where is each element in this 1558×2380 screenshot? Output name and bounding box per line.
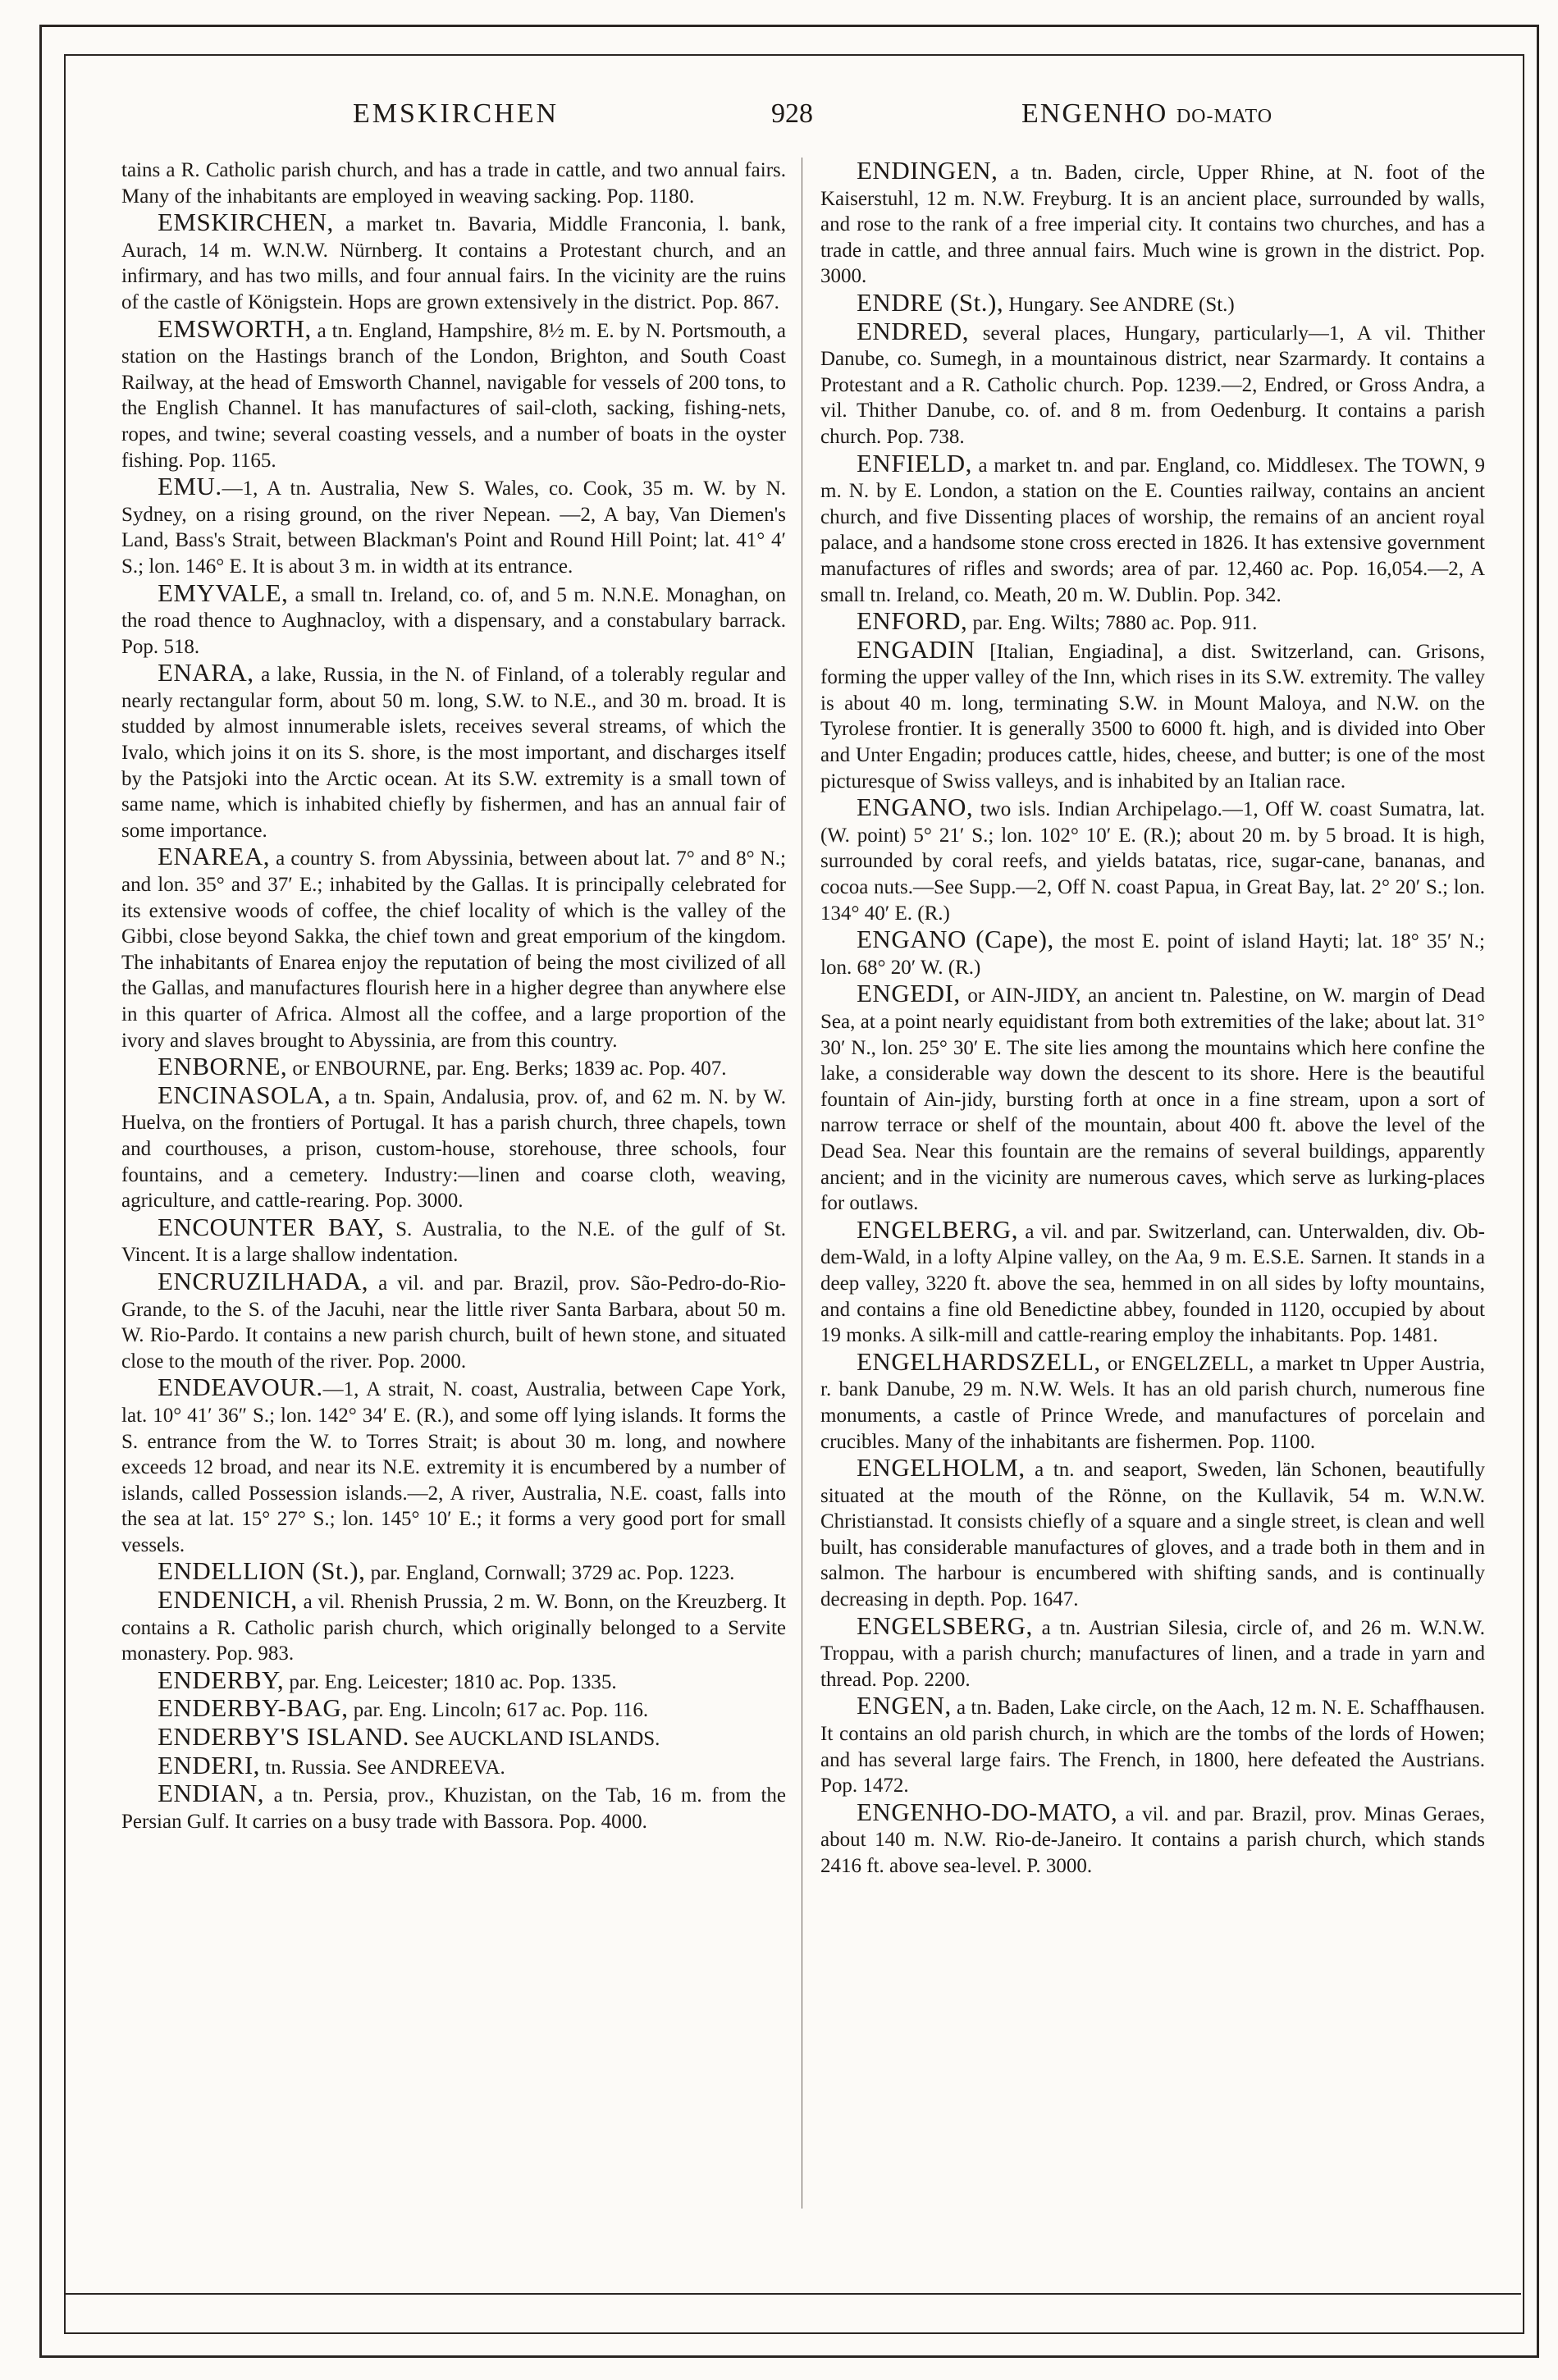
entry-text: —1, A tn. Australia, New S. Wales, co. Cook, 35 m. W. by N. Sydney, on a rising ground, on the river Nepean. —2, A bay, Van Diemen's Land, Bass's Strait, between Blackman's Point and Round Hill Point; lat. 41° 4′ S.; lon. 146° E. It is about 3 m. in width at its entrance.: [121, 477, 786, 578]
entry-headword: ENDEAVOUR.: [158, 1373, 323, 1402]
gazetteer-entry: [121, 1587, 786, 1667]
gazetteer-entry: [121, 158, 786, 209]
right-column: [820, 158, 1485, 2258]
entry-headword: ENDRE (St.),: [857, 287, 1004, 317]
entry-text: a small tn. Ireland, co. of, and 5 m. N.N.E. Monaghan, on the road thence to Aughnacloy, with a dispensary, and a constabulary barrack. Pop. 518.: [121, 583, 786, 658]
entry-text: or ENGELZELL, a market tn Upper Austria, r. bank Danube, 29 m. N.W. Wels. It has an old parish church, numerous fine monuments, a castle of Prince Wrede, and manufactures of porcelain and crucibles. Many of the inhabitants are fishermen. Pop. 1100.: [820, 1352, 1485, 1453]
gazetteer-entry: [121, 1214, 786, 1268]
entry-text: a country S. from Abyssinia, between about lat. 7° and 8° N.; and lon. 35° and 37′ E.; inhabited by the Gallas. It is principally celebrated for its extensive woods of coffee, the chief locality of which is the valley of the Gibbi, close beyond Sakka, the chief town and great emporium of the kingdom. The inhabitants of Enarea enjoy the reputation of being the most civilized of all the Gallas, and manufactures flourish here in a higher degree than anywhere else in this quarter of Africa. Almost all the coffee, and a large proportion of the ivory and slaves brought to Abyssinia, are from this country.: [121, 847, 786, 1052]
entry-headword: ENGANO (Cape),: [857, 925, 1054, 954]
gazetteer-entry: [121, 473, 786, 579]
gazetteer-entry: [820, 158, 1485, 290]
entry-text: a vil. and par. Switzerland, can. Unterwalden, div. Ob-dem-Wald, in a lofty Alpine valley, on the Aa, 9 m. E.S.E. Sarnen. It stands in a deep valley, 3220 ft. above the sea, hemmed in on all sides by lofty mountains, and contains a fine old Benedictine abbey, founded in 1120, occupied by about 19 monks. A silk-mill and cattle-rearing employ the inhabitants. Pop. 1481.: [820, 1220, 1485, 1347]
running-header: [123, 98, 1469, 148]
entry-headword: ENGADIN: [857, 634, 975, 664]
entry-text: a tn. Austrian Silesia, circle of, and 26 m. W.N.W. Troppau, with a parish church; manufactures of linen, and a trade in yarn and thread. Pop. 2200.: [820, 1616, 1485, 1691]
entry-headword: ENDRED,: [857, 316, 969, 345]
gazetteer-entry: [820, 1346, 1485, 1455]
gazetteer-entry: [121, 209, 786, 315]
gazetteer-entry: [820, 287, 1485, 318]
entry-headword: ENDENICH,: [158, 1585, 298, 1615]
entry-headword: ENFIELD,: [857, 448, 972, 477]
gazetteer-entry: [820, 450, 1485, 609]
gazetteer-entry: [121, 1558, 786, 1587]
gazetteer-entry: [121, 660, 786, 843]
header-right-guide-word: [1021, 98, 1272, 130]
entry-text: a tn. Spain, Andalusia, prov. of, and 62 m. N. by W. Huelva, on the frontiers of Portugal. It has a parish church, three chapels, town and courthouses, a prison, custom-house, storehouse, three schools, four fountains, and a cemetery. Industry:—linen and coarse cloth, weaving, agriculture, and cattle-rearing. Pop. 3000.: [121, 1085, 786, 1213]
entry-text: or AIN-JIDY, an ancient tn. Palestine, on W. margin of Dead Sea, at a point nearly equidistant from both extremities of the lake; about lat. 31° 30′ N., lon. 25° 30′ E. The site lies among the mountains which here confine the lake, a considerable way down the descent to its shore. Here is the beautiful fountain of Ain-jidy, bursting forth at once in a fine stream, upon a sort of narrow terrace or shelf of the mountain, about 400 ft. above the level of the Dead Sea. Near this fountain are the remains of several buildings, apparently ancient; and in the vicinity are numerous caves, which serve as lurking-places for outlaws.: [820, 984, 1485, 1215]
entry-headword: ENDERI,: [158, 1750, 260, 1779]
gazetteer-entry: [121, 1053, 786, 1082]
entry-headword: ENCRUZILHADA,: [158, 1266, 369, 1295]
entry-headword: ENARA,: [158, 658, 254, 688]
bottom-rule: [64, 2293, 1521, 2295]
entry-text: a market tn. Bavaria, Middle Franconia, l. bank, Aurach, 14 m. W.N.W. Nürnberg. It contains a Protestant church, and an infirmary, and has two mills, and four annual fairs. In the vicinity are the ruins of the castle of Königstein. Hops are grown extensively in the district. Pop. 867.: [121, 213, 786, 313]
entry-headword: ENCINASOLA,: [158, 1080, 331, 1109]
entry-text: par. England, Cornwall; 3729 ac. Pop. 1223.: [365, 1562, 735, 1585]
entry-headword: ENDELLION (St.),: [158, 1556, 366, 1586]
gazetteer-entry: [820, 1692, 1485, 1798]
gazetteer-entry: [121, 1268, 786, 1374]
entry-text: or ENBOURNE, par. Eng. Berks; 1839 ac. Pop. 407.: [287, 1058, 727, 1080]
entry-text: Hungary. See ANDRE (St.): [1003, 293, 1235, 316]
entry-headword: EMYVALE,: [158, 578, 289, 607]
entry-text: a tn. Persia, prov., Khuzistan, on the Tab, 16 m. from the Persian Gulf. It carries on a busy trade with Bassora. Pop. 4000.: [121, 1784, 786, 1833]
gazetteer-entry: [121, 1374, 786, 1558]
entry-text: [Italian, Engiadina], a dist. Switzerland, can. Grisons, forming the upper valley of the Inn, which rises in its S.W. extremity. The valley is about 40 m. long, terminating S.W. in Mount Maloya, and N.W. on the Tyrolese frontier. It is generally 3500 to 6000 ft. high, and is divided into Ober and Unter Engadin; produces cattle, hides, cheese, and butter; is one of the most picturesque of Swiss valleys, and is inhabited by an Italian race.: [820, 640, 1485, 793]
entry-headword: ENDERBY-BAG,: [158, 1693, 349, 1723]
entry-text: a market tn. and par. England, co. Middlesex. The TOWN, 9 m. N. by E. London, a station on the E. Counties railway, contains an ancient church, and five Dissenting places of worship, the remains of an ancient royal palace, and a handsome stone cross erected in 1826. It has extensive government manufactures of rifles and swords; area of par. 12,460 ac. Pop. 16,054.—2, A small tn. Ireland, co. Meath, 20 m. W. Dublin. Pop. 342.: [820, 454, 1485, 606]
gazetteer-entry: [820, 794, 1485, 926]
entry-headword: EMSWORTH,: [158, 313, 312, 343]
gazetteer-entry: [820, 1214, 1485, 1349]
gazetteer-entry: [820, 1455, 1485, 1613]
gazetteer-entry: [820, 608, 1485, 637]
entry-text: a tn. and seaport, Sweden, län Schonen, beautifully situated at the mouth of the Rönne, on the Kullavik, 54 m. W.N.W. Christianstad. It consists chiefly of a square and a single street, is clean and well built, has considerable manufactures of gloves, and a trade both in them and in salmon. The harbour is encumbered with shifting sands, and is continually decreasing in depth. Pop. 1647.: [820, 1459, 1485, 1611]
gazetteer-entry: [121, 843, 786, 1053]
entry-headword: ENGANO,: [857, 793, 974, 822]
entry-text: the most E. point of island Hayti; lat. 18° 35′ N.; lon. 68° 20′ W. (R.): [820, 930, 1485, 979]
left-column: [121, 158, 786, 2258]
entry-text: —1, A strait, N. coast, Australia, between Cape York, lat. 10° 41′ 36″ S.; lon. 142° 34′ E. (R.), and some off lying islands. It forms the S. entrance from the W. to Torres Strait; is about 30 m. long, and nowhere exceeds 12 broad, and near its N.E. extremity it is encumbered by a number of islands, called Possession islands.—2, A river, Australia, N.E. coast, falls into the sea at lat. 15° 27° S.; lon. 145° 10′ E.; it forms a very good port for small vessels.: [121, 1378, 786, 1556]
entry-headword: ENGEDI,: [857, 979, 961, 1008]
gazetteer-entry: [121, 1724, 786, 1752]
entry-text: several places, Hungary, particularly—1, A vil. Thither Danube, co. Sumegh, in a mountainous district, near Szarmardy. It contains a Protestant and a R. Catholic church. Pop. 1239.—2, Endred, or Gross Andra, a vil. Thither Danube, co. of. and 8 m. from Oedenburg. It contains a parish church. Pop. 738.: [820, 322, 1485, 448]
entry-text: a tn. England, Hampshire, 8½ m. E. by N. Portsmouth, a station on the Hastings branch of the London, Brighton, and South Coast Railway, at the head of Emsworth Channel, navigable for vessels of 200 tons, to the English Channel. It has manufactures of sail-cloth, sacking, fishing-nets, ropes, and twine; several coasting vessels, and a number of boats in the oyster fishing. Pop. 1165.: [121, 319, 786, 472]
entry-text: a vil. and par. Brazil, prov. São-Pedro-do-Rio-Grande, to the S. of the Jacuhi, near the little river Santa Barbara, about 50 m. W. Rio-Pardo. It contains a new parish church, built of hewn stone, and situated close to the mouth of the river. Pop. 2000.: [121, 1272, 786, 1373]
entry-headword: ENDINGEN,: [857, 158, 998, 185]
entry-headword: ENDIAN,: [158, 1779, 265, 1808]
gazetteer-entry: [820, 980, 1485, 1216]
header-right-main: ENGENHO: [1021, 98, 1168, 129]
entry-headword: ENGENHO-DO-MATO,: [857, 1797, 1118, 1826]
entry-text: two isls. Indian Archipelago.—1, Off W. coast Sumatra, lat. (W. point) 5° 21′ S.; lon. 102° 10′ E. (R.); about 20 m. by 5 broad. It is high, surrounded by coral reefs, and yields batatas, rice, sugar-cane, bananas, and cocoa nuts.—See Supp.—2, Off N. coast Papua, in Great Bay, lat. 2° 20′ S.; lon. 134° 40′ E. (R.): [820, 798, 1485, 925]
gazetteer-entry: [121, 1752, 786, 1781]
gazetteer-entry: [820, 318, 1485, 450]
gazetteer-entry: [121, 1667, 786, 1696]
gazetteer-entry: [820, 1610, 1485, 1693]
entry-headword: ENGEN,: [857, 1691, 952, 1720]
entry-text: par. Eng. Leicester; 1810 ac. Pop. 1335.: [284, 1670, 617, 1693]
entry-headword: ENCOUNTER BAY,: [158, 1212, 385, 1241]
entry-headword: EMU.: [158, 472, 222, 501]
gazetteer-entry: [121, 1695, 786, 1724]
entry-headword: ENGELSBERG,: [857, 1610, 1033, 1640]
entry-text: tains a R. Catholic parish church, and has a trade in cattle, and two annual fairs. Many of the inhabitants are employed in weaving sacking. Pop. 1180.: [121, 159, 786, 208]
gazetteer-entry: [121, 1780, 786, 1834]
entry-text: par. Eng. Wilts; 7880 ac. Pop. 911.: [967, 612, 1258, 635]
entry-text: a lake, Russia, in the N. of Finland, of a tolerably regular and nearly rectangular form, about 50 m. long, S.W. to N.E., and 30 m. broad. It is studded by almost innumerable islets, receives several streams, of which the Ivalo, which joins it on its S. shore, is the most important, and discharges itself by the Patsjoki into the Arctic ocean. At its S.W. extremity is a small town of same name, which is inhabited chiefly by fishermen, and has an annual fair of some importance.: [121, 664, 786, 842]
entry-text: S. Australia, to the N.E. of the gulf of St. Vincent. It is a large shallow indentation.: [121, 1217, 786, 1267]
header-right-small: DO-MATO: [1176, 106, 1273, 127]
entry-text: See AUCKLAND ISLANDS.: [409, 1728, 660, 1751]
entry-text: a vil. Rhenish Prussia, 2 m. W. Bonn, on the Kreuzberg. It contains a R. Catholic parish church, which originally belonged to a Servite monastery. Pop. 983.: [121, 1591, 786, 1665]
gazetteer-entry: [820, 926, 1485, 980]
gazetteer-entry: [121, 313, 786, 474]
entry-text: a tn. Baden, Lake circle, on the Aach, 12 m. N. E. Schaffhausen. It contains an old parish church, in which are the tombs of the lords of Howen; and has several large fairs. The French, in 1800, here defeated the Austrians. Pop. 1472.: [820, 1697, 1485, 1798]
entry-headword: ENGELBERG,: [857, 1214, 1019, 1244]
entry-headword: ENBORNE,: [158, 1052, 288, 1081]
entry-headword: ENGELHOLM,: [857, 1453, 1026, 1482]
gazetteer-entry: [121, 1082, 786, 1214]
header-left-guide-word: EMSKIRCHEN: [353, 98, 560, 129]
entry-text: a vil. and par. Brazil, prov. Minas Geraes, about 140 m. N.W. Rio-de-Janeiro. It contains a parish church, which stands 2416 ft. above sea-level. P. 3000.: [820, 1802, 1485, 1877]
page-number: 928: [771, 98, 813, 129]
gazetteer-entry: [121, 580, 786, 660]
entry-headword: EMSKIRCHEN,: [158, 208, 334, 237]
entry-headword: ENFORD,: [857, 606, 968, 636]
gazetteer-entry: [820, 1799, 1485, 1880]
entry-text: tn. Russia. See ANDREEVA.: [259, 1756, 505, 1779]
entry-headword: ENAREA,: [158, 842, 270, 871]
entry-headword: ENDERBY,: [158, 1665, 285, 1694]
entry-headword: ENDERBY'S ISLAND.: [158, 1722, 409, 1752]
gazetteer-entry: [820, 634, 1485, 795]
entry-text: par. Eng. Lincoln; 617 ac. Pop. 116.: [348, 1699, 649, 1722]
entry-text: a tn. Baden, circle, Upper Rhine, at N. foot of the Kaiserstuhl, 12 m. N.W. Freyburg. It is an ancient place, surrounded by walls, and rose to the rank of a free imperial city. It contains two churches, and has a trade in cattle, and three annual fairs. Much wine is grown in the district. Pop. 3000.: [820, 162, 1485, 288]
entry-headword: ENGELHARDSZELL,: [857, 1346, 1101, 1376]
